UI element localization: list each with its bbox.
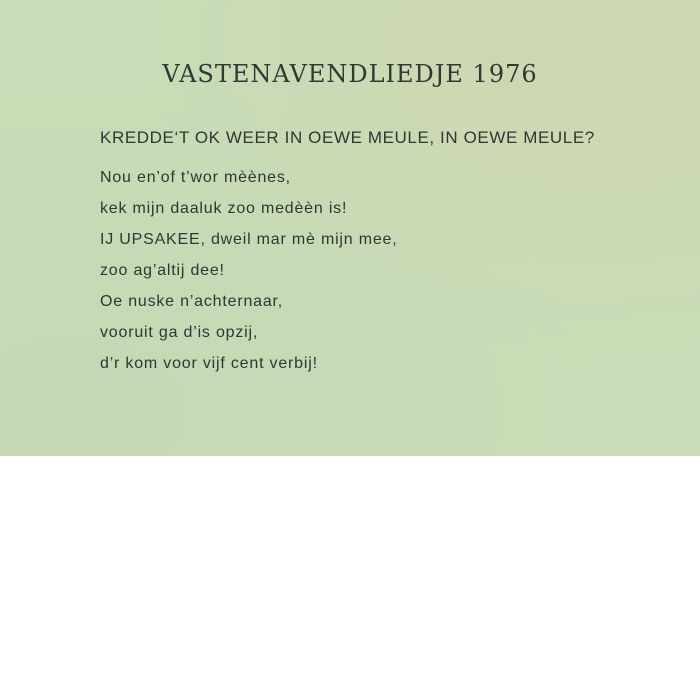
verse-line: Nou en’of t’wor mèènes, [100,169,291,186]
verse-line: kek mijn daaluk zoo medèèn is! [100,200,348,217]
verse-line: IJ UPSAKEE, dweil mar mè mijn mee, [100,231,398,248]
verse [100,168,398,385]
song-title: VASTENAVENDLIEDJE 1976 [162,60,538,88]
verse-line: zoo ag’altij dee! [100,262,225,279]
verse-line: d’r kom voor vijf cent verbij! [100,355,318,372]
verse-line: vooruit ga d’is opzij, [100,324,259,341]
song-refrain: KREDDE‘T OK WEER IN OEWE MEULE, IN OEWE MEULE? [100,128,595,147]
verse-line: Oe nuske n’achternaar, [100,293,284,310]
